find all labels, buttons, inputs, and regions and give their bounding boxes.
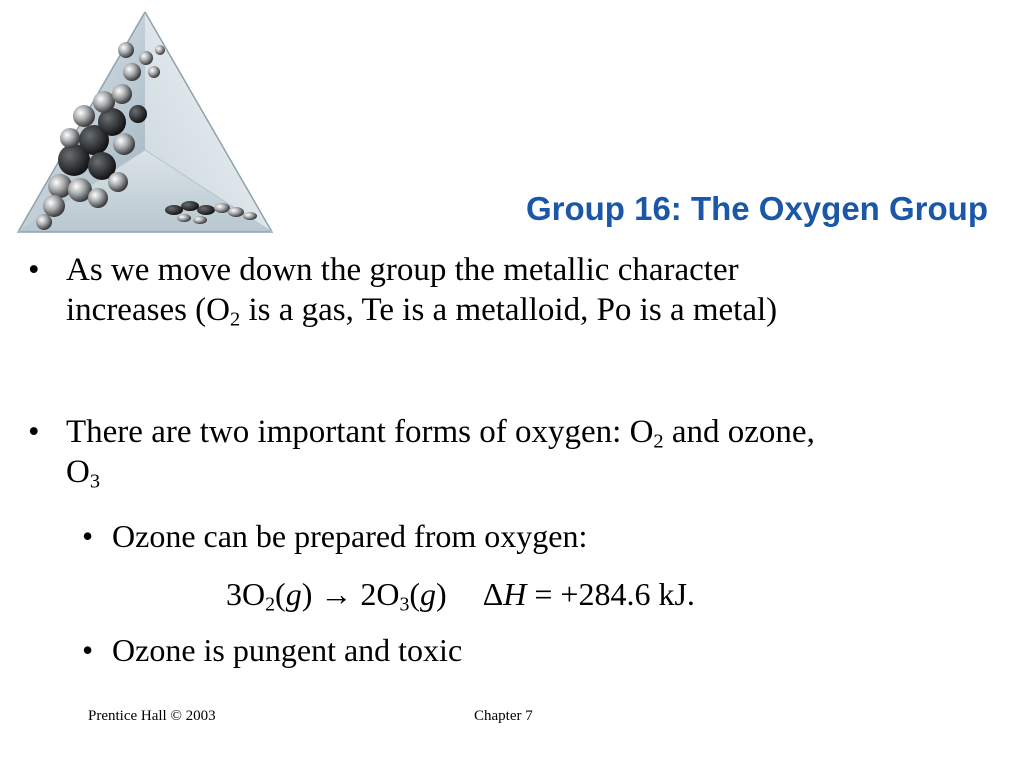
bullet-text: increases (O bbox=[66, 292, 231, 328]
bullet-oxygen-forms bbox=[28, 412, 1008, 492]
enthalpy-symbol: H bbox=[503, 576, 527, 612]
bullet-text: Ozone can be prepared from oxygen: bbox=[112, 518, 588, 554]
slide-title: Group 16: The Oxygen Group bbox=[525, 190, 988, 227]
bullet-text: As we move down the group the metallic character bbox=[66, 252, 739, 288]
bullet-text: is a gas, Te is a metalloid, Po is a metal) bbox=[240, 292, 778, 328]
bullet-marker: • bbox=[28, 414, 40, 450]
bullet-text: Ozone is pungent and toxic bbox=[112, 632, 463, 668]
reactant: 3O bbox=[226, 576, 266, 612]
bullet-marker: • bbox=[82, 632, 94, 668]
sub-bullet-ozone-toxic bbox=[82, 630, 982, 670]
sub-bullet-ozone-prep bbox=[82, 516, 982, 556]
bullet-marker: • bbox=[82, 518, 94, 554]
state-symbol: g bbox=[420, 576, 437, 612]
subscript: 3 bbox=[89, 470, 101, 493]
subscript: 2 bbox=[230, 308, 241, 331]
delta-symbol: Δ bbox=[482, 576, 504, 612]
footer-copyright: Prentice Hall © 2003 bbox=[88, 708, 216, 724]
bullet-marker: • bbox=[28, 252, 40, 288]
bullet-metallic-character bbox=[28, 250, 1008, 330]
reaction-arrow: → bbox=[312, 576, 361, 612]
footer-chapter: Chapter 7 bbox=[474, 708, 533, 724]
state-symbol: g bbox=[285, 576, 302, 612]
bullet-text: O bbox=[66, 454, 90, 490]
bullet-text: and ozone, bbox=[663, 414, 815, 450]
subscript: 2 bbox=[653, 430, 664, 453]
crystal-pyramid-logo bbox=[14, 10, 276, 236]
product: 2O bbox=[360, 576, 400, 612]
bullet-text: There are two important forms of oxygen: O bbox=[66, 414, 654, 450]
subscript: 2 bbox=[265, 593, 276, 616]
ozone-equation: $3O_2(g) \to 2O_3(g) \Delta H = +284.6$ kJ. bbox=[226, 576, 695, 616]
subscript: 3 bbox=[399, 593, 410, 616]
enthalpy-value: = +284.6 kJ. bbox=[526, 576, 695, 612]
